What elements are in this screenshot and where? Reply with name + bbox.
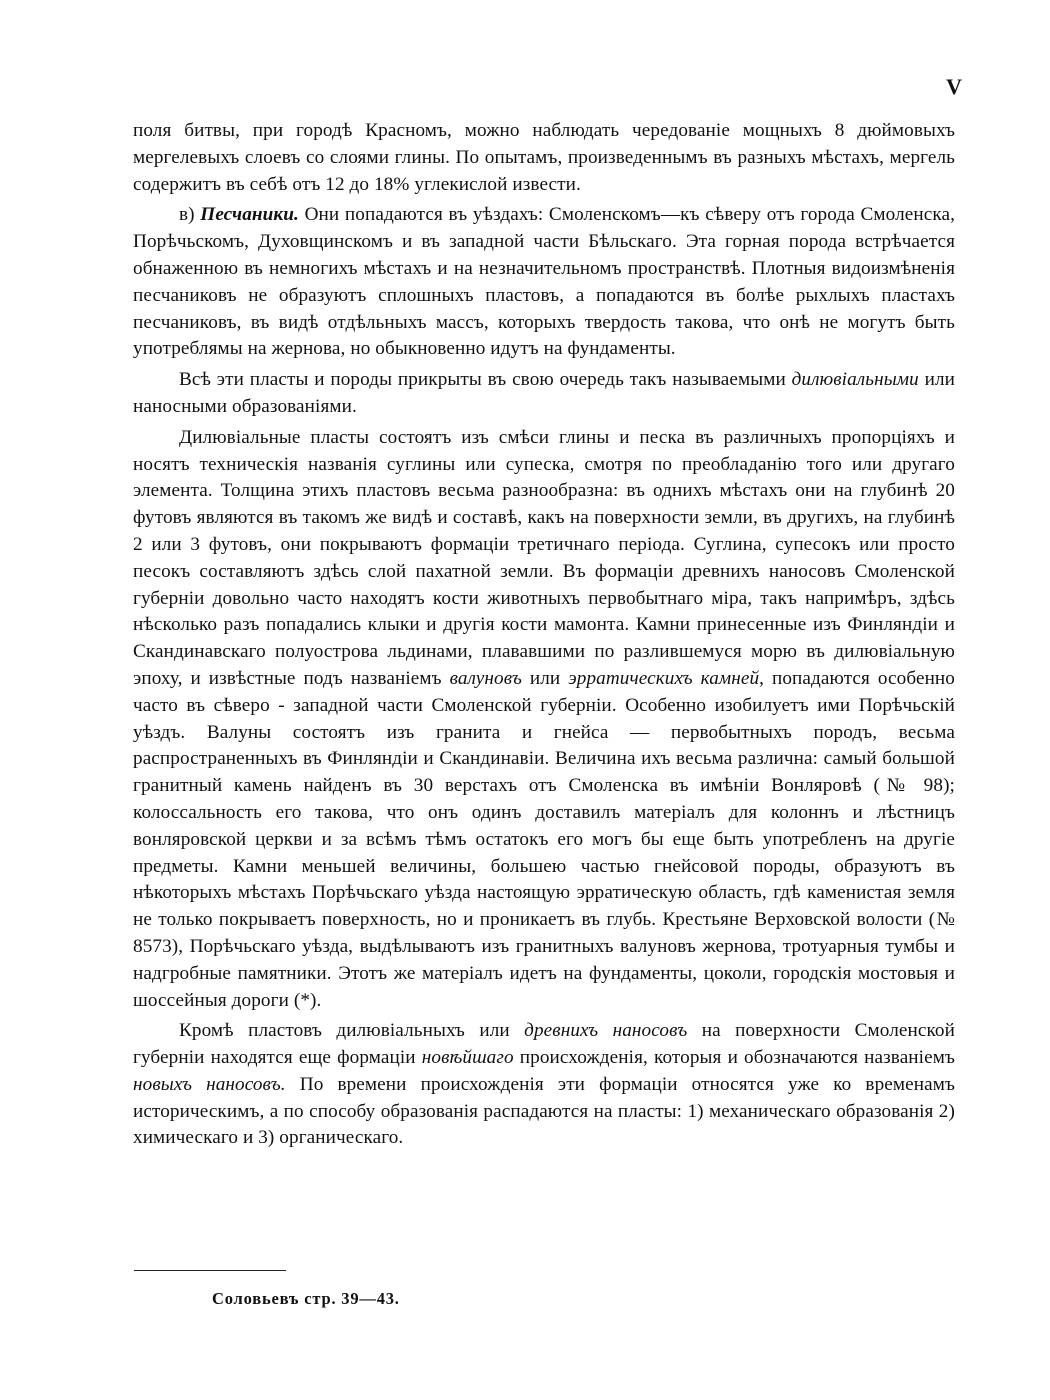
section-heading-sandstone: Песчаники. bbox=[200, 204, 299, 226]
diluvial-text-c: , попадаются особенно часто въ сѣверо - западной части Смоленской губерніи. Особенно изобилуетъ ими Порѣчьскій уѣздъ. Валуны состоятъ изъ гранита и гнейса — первобытныхъ породъ, весьма распространенныхъ въ Финляндіи и Скандинавіи. Величина ихъ весьма различна: самый большой гранитный камень найденъ въ 30 верстахъ отъ Смоленска въ имѣніи Вонляровѣ (№ 98); колоссальность его такова, что онъ одинъ доставилъ матеріалъ для колоннъ и лѣстницъ вонляровской церкви и за всѣмъ тѣмъ остатокъ его могъ бы еще быть употребленъ на другіе предметы. Камни меньшей величины, большею частью гнейсовой породы, образуютъ въ нѣкоторыхъ мѣстахъ Порѣчьскаго уѣзда настоящую эрратическую область, гдѣ каменистая земля не только покрываетъ поверхность, но и проникаетъ въ глубь. Крестьяне Верховской волости (№ 8573), Порѣчьскаго уѣзда, выдѣлываютъ изъ гранитныхъ валуновъ жернова, тротуарныя тумбы и надгробные памятники. Этотъ же матеріалъ идетъ на фундаменты, цоколи, городскія мостовыя и шоссейныя дороги (*). bbox=[133, 667, 955, 1011]
sandstone-text: Они попадаются въ уѣздахъ: Смоленскомъ—къ сѣверу отъ города Смоленска, Порѣчьскомъ, Духовщинскомъ и въ западной части Бѣльскаго. Эта горная порода встрѣчается обнаженною въ немногихъ мѣстахъ и на незначительномъ пространствѣ. Плотныя видоизмѣненія песчаниковъ не образуютъ сплошныхъ пластовъ, а попадаются въ болѣе рыхлыхъ пластахъ песчаниковъ, въ видѣ отдѣльныхъ массъ, которыхъ твердость такова, что онѣ не могутъ быть употреблямы на жернова, но обыкновенно идутъ на фундаменты. bbox=[133, 204, 955, 360]
cover-layers-text-end: или наносными образованіями. bbox=[133, 369, 956, 417]
new-deposits-text-c: происхожденія, которыя и обозначаются названіемъ bbox=[519, 1047, 955, 1069]
term-ancient-deposits: древнихъ наносовъ bbox=[524, 1020, 688, 1042]
paragraph-diluvial bbox=[133, 425, 955, 1015]
paragraph-sandstone bbox=[133, 202, 955, 363]
new-deposits-text-b: на поверхности Смоленской губерніи находятся еще формаціи bbox=[133, 1020, 955, 1069]
term-new-deposits: новыхъ наносовъ. bbox=[133, 1073, 286, 1095]
term-newest: новѣйшаго bbox=[421, 1047, 514, 1069]
paragraph-new-deposits bbox=[133, 1018, 955, 1152]
paragraph-marl: поля битвы, при городѣ Красномъ, можно наблюдать чередованіе мощныхъ 8 дюймовыхъ мергелевыхъ слоевъ со слоями глины. По опытамъ, произведеннымъ въ разныхъ мѣстахъ, мергель содержитъ въ себѣ отъ 12 до 18% углекислой извести. bbox=[133, 120, 955, 195]
new-deposits-text-a: Кромѣ пластовъ дилювіальныхъ или bbox=[179, 1020, 510, 1042]
section-letter: в) bbox=[179, 204, 195, 226]
footnote-divider bbox=[134, 1270, 286, 1271]
diluvial-text-b: или bbox=[529, 667, 561, 689]
diluvial-text-a: Дилювіальные пласты состоятъ изъ смѣси глины и песка въ различныхъ пропорціяхъ и носятъ техническія названія суглины или супеска, смотря по преобладанію того или другаго элемента. Толщина этихъ пластовъ весьма разнообразна: въ однихъ мѣстахъ они на глубинѣ 20 футовъ являются въ такомъ же видѣ и составѣ, какъ на поверхности земли, въ другихъ, на глубинѣ 2 или 3 футовъ, они покрываютъ формаціи третичнаго періода. Суглина, супесокъ или просто песокъ составляютъ здѣсь слой пахатной земли. Въ формаціи древнихъ наносовъ Смоленской губерніи довольно часто находятъ кости животныхъ первобытнаго міра, такъ напримѣръ, здѣсь нѣсколько разъ попадались клыки и другія кости мамонта. Камни принесенные изъ Финляндіи и Скандинавскаго полуострова льдинами, плававшими по разлившемуся морю въ дилювіальную эпоху, и извѣстные подъ названіемъ bbox=[133, 426, 955, 689]
cover-layers-text-start: Всѣ эти пласты и породы прикрыты въ свою очередь такъ называемыми bbox=[179, 369, 786, 391]
term-diluvial: дилювіальными bbox=[791, 369, 919, 391]
term-erratic-stones: эрратическихъ камней bbox=[568, 667, 760, 689]
body-text bbox=[133, 118, 955, 1152]
paragraph-cover-layers bbox=[133, 367, 955, 421]
footnote: Соловьевъ стр. 39—43. bbox=[212, 1289, 400, 1308]
new-deposits-text-d: По времени происхожденія эти формаціи относятся уже ко временамъ историческимъ, а по способу образованія распадаются на пласты: 1) механическаго образованія 2) химическаго и 3) органическаго. bbox=[133, 1073, 955, 1149]
term-boulders: валуновъ bbox=[449, 667, 522, 689]
page-number: V bbox=[946, 74, 962, 99]
